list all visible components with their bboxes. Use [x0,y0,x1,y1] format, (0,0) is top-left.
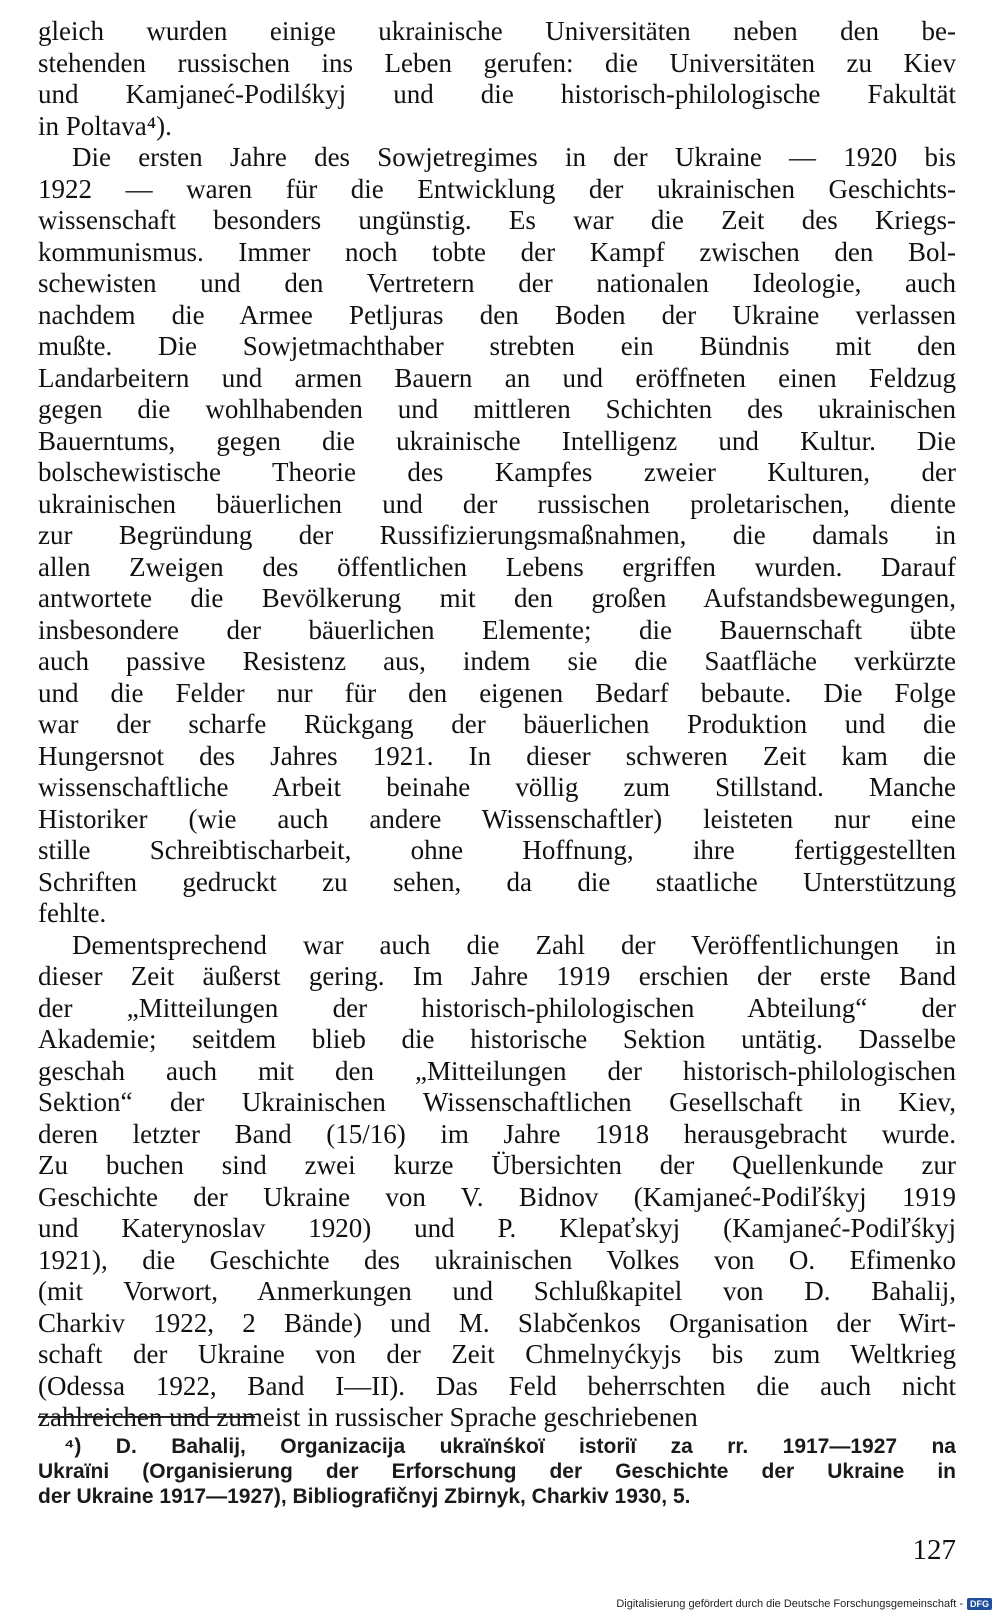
footnote-line: Ukraïni (Organisierung der Erforschung der Geschichte der Ukraine in [38,1460,956,1483]
body-text [38,16,956,1434]
text-line: Sektion“ der Ukrainischen Wissenschaftlichen Gesellschaft in Kiev, [38,1087,956,1117]
footnote-line: der Ukraine 1917—1927), Bibliografičnyj Zbirnyk, Charkiv 1930, 5. [38,1485,691,1508]
text-line: allen Zweigen des öffentlichen Lebens ergriffen wurden. Darauf [38,551,956,582]
text-line: 1922 — waren für die Entwicklung der ukrainischen Geschichts- [38,173,956,204]
text-line: und Kamjaneć-Podilśkyj und die historisch-philologische Fakultät [38,79,956,109]
text-line: stille Schreibtischarbeit, ohne Hoffnung, ihre fertiggestellten [38,835,956,865]
text-line: der „Mitteilungen der historisch-philologischen Abteilung“ der [38,992,956,1023]
text-line: geschah auch mit den „Mitteilungen der historisch-philologischen [38,1055,956,1086]
text-line: Bauerntums, gegen die ukrainische Intelligenz und Kultur. Die [38,425,956,456]
text-line: antwortete die Bevölkerung mit den großen Aufstandsbewegungen, [38,583,956,613]
text-line: Geschichte der Ukraine von V. Bidnov (Kamjaneć-Podiľśkyj 1919 [38,1181,956,1212]
text-line: deren letzter Band (15/16) im Jahre 1918 herausgebracht wurde. [38,1118,956,1149]
text-line: 1921), die Geschichte des ukrainischen Volkes von O. Efimenko [38,1244,956,1275]
text-line: war der scharfe Rückgang der bäuerlichen Produktion und die [38,709,956,739]
text-line: stehenden russischen ins Leben gerufen: die Universitäten zu Kiev [38,47,956,78]
text-line: gegen die wohlhabenden und mittleren Schichten des ukrainischen [38,394,956,424]
text-line: (Odessa 1922, Band I—II). Das Feld beherrschten die auch nicht [38,1370,956,1401]
text-line: fehlte. [38,898,107,928]
text-line: Landarbeitern und armen Bauern an und eröffneten einen Feldzug [38,362,956,393]
dfg-logo: DFG [967,1598,992,1610]
text-line: und die Felder nur für den eigenen Bedarf bebaute. Die Folge [38,677,956,708]
text-line: Hungersnot des Jahres 1921. In dieser schweren Zeit kam die [38,740,956,771]
text-line: Akademie; seitdem blieb die historische Sektion untätig. Dasselbe [38,1024,956,1054]
text-line: Dementsprechend war auch die Zahl der Veröffentlichungen in [72,929,956,960]
text-line: nachdem die Armee Petljuras den Boden der Ukraine verlassen [38,299,956,330]
text-line: Zu buchen sind zwei kurze Übersichten der Quellenkunde zur [38,1150,956,1180]
text-line: schaft der Ukraine von der Zeit Chmelnyćkyjs bis zum Weltkrieg [38,1339,956,1369]
text-line: kommunismus. Immer noch tobte der Kampf zwischen den Bol- [38,236,956,267]
text-line: Die ersten Jahre des Sowjetregimes in der Ukraine — 1920 bis [72,142,956,172]
text-line: Charkiv 1922, 2 Bände) und M. Slabčenkos Organisation der Wirt- [38,1307,956,1338]
footnote-line: ⁴) D. Bahalij, Organizacija ukraïnśkoï istoriï za rr. 1917—1927 na [64,1435,956,1458]
text-line: Historiker (wie auch andere Wissenschaftler) leisteten nur eine [38,803,956,834]
text-line: dieser Zeit äußerst gering. Im Jahre 1919 erschien der erste Band [38,961,956,991]
text-line: zur Begründung der Russifizierungsmaßnahmen, die damals in [38,520,956,550]
page-number: 127 [912,1534,956,1566]
text-line: ukrainischen bäuerlichen und der russischen proletarischen, diente [38,488,956,519]
text-line: wissenschaft besonders ungünstig. Es war die Zeit des Kriegs- [38,205,956,235]
text-line: auch passive Resistenz aus, indem sie die Saatfläche verkürzte [38,646,956,676]
digitization-note [616,1598,992,1610]
text-line: gleich wurden einige ukrainische Universitäten neben den be- [38,16,956,46]
text-line: zahlreichen und zumeist in russischer Sprache geschriebenen [38,1402,698,1432]
footnotes [38,1434,956,1509]
text-line: Schriften gedruckt zu sehen, da die staatliche Unterstützung [38,866,956,897]
text-line: (mit Vorwort, Anmerkungen und Schlußkapitel von D. Bahalij, [38,1276,956,1306]
text-line: wissenschaftliche Arbeit beinahe völlig zum Stillstand. Manche [38,772,956,802]
footnote-rule [38,1416,255,1418]
text-line: in Poltava⁴). [38,110,172,141]
digitization-note-text: Digitalisierung gefördert durch die Deutsche Forschungsgemeinschaft - [616,1598,963,1610]
text-line: und Katerynoslav 1920) und P. Klepaťskyj (Kamjaneć-Podiľśkyj [38,1213,956,1243]
text-line: bolschewistische Theorie des Kampfes zweier Kulturen, der [38,457,956,487]
text-line: schewisten und den Vertretern der nationalen Ideologie, auch [38,268,956,298]
text-line: mußte. Die Sowjetmachthaber strebten ein Bündnis mit den [38,331,956,361]
text-line: insbesondere der bäuerlichen Elemente; die Bauernschaft übte [38,614,956,645]
